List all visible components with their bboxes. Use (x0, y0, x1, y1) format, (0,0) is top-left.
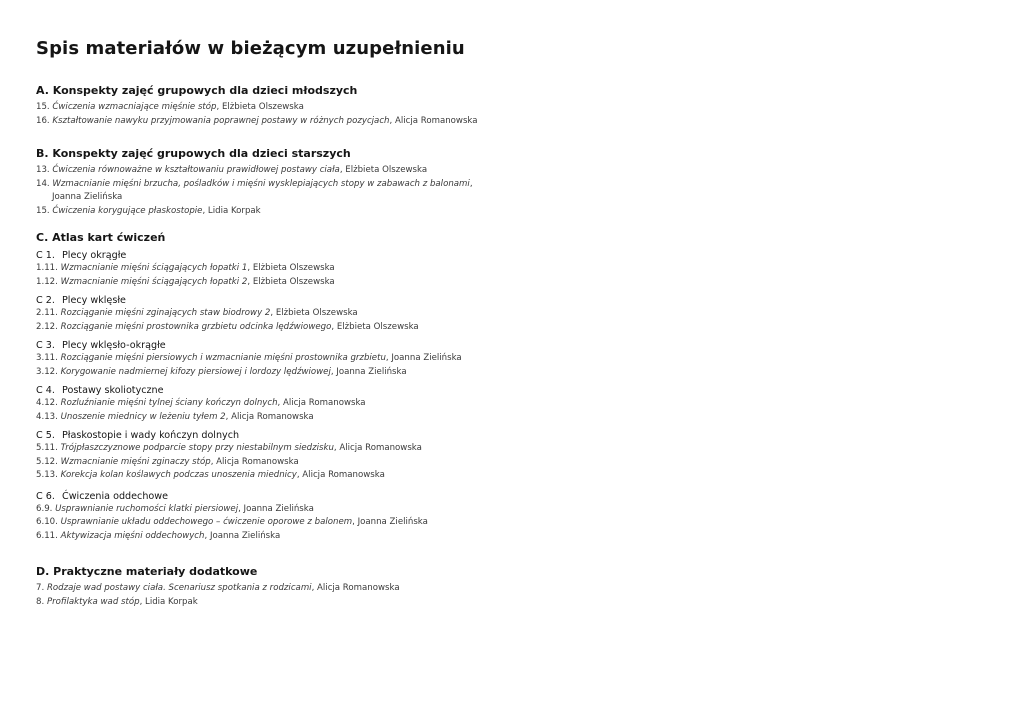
section-d (36, 565, 400, 609)
section-b (36, 147, 473, 218)
item-author: , Elżbieta Olszewska (270, 308, 358, 318)
list-item (36, 205, 473, 219)
item-number: 3.12. (36, 366, 58, 377)
section-title: Atlas kart ćwiczeń (52, 231, 166, 244)
item-title: Trójpłaszczyznowe podparcie stopy przy niestabilnym siedzisku (60, 443, 334, 453)
section-title: Praktyczne materiały dodatkowe (53, 565, 258, 578)
item-number: 2.12. (36, 321, 58, 332)
item-title: Rozciąganie mięśni piersiowych i wzmacnianie mięśni prostownika grzbietu (60, 353, 386, 363)
item-title: Rozciąganie mięśni prostownika grzbietu odcinka lędźwiowego (60, 321, 332, 332)
item-author: Joanna Zielińska (52, 192, 123, 202)
item-author: , Elżbieta Olszewska (247, 276, 335, 287)
page-title: Spis materiałów w bieżącym uzupełnieniu (36, 38, 465, 59)
list-item (36, 164, 473, 178)
item-author: , Alicja Romanowska (277, 398, 366, 408)
list-item (36, 456, 462, 470)
item-author: , Lidia Korpak (139, 596, 198, 607)
subsection-number: C 2. (36, 295, 55, 306)
item-number: 5.11. (36, 443, 58, 453)
item-title: Kształtowanie nawyku przyjmowania poprawnej postawy w różnych pozycjach (52, 115, 390, 126)
item-number: 14. (36, 178, 50, 189)
subsection-title: Płaskostopie i wady kończyn dolnych (62, 430, 240, 441)
item-title: Usprawnianie układu oddechowego – ćwiczenie oporowe z balonem (60, 517, 353, 527)
item-author: , Elżbieta Olszewska (331, 321, 419, 332)
subsection-title: Plecy okrągłe (62, 250, 127, 261)
subsection-number: C 4. (36, 385, 55, 396)
item-author: , Elżbieta Olszewska (339, 165, 428, 175)
item-author: , Alicja Romanowska (225, 411, 314, 422)
list-item (36, 262, 462, 276)
subsection-title: Plecy wklęsłe (62, 295, 126, 306)
subsection-number: C 1. (36, 250, 55, 261)
list-item (36, 115, 478, 129)
item-title: Rodzaje wad postawy ciała. Scenariusz spotkania z rodzicami (46, 583, 312, 593)
section-b-heading (36, 147, 473, 160)
subsection-number: C 6. (36, 490, 55, 502)
item-number: 1.12. (36, 276, 58, 287)
item-title: Wzmacnianie mięśni brzucha, pośladków i mięśni wysklepiających stopy w zabawach z balonami (52, 178, 470, 189)
list-item (36, 469, 462, 483)
subsection-number: C 5. (36, 430, 55, 441)
item-author: , Alicja Romanowska (210, 456, 299, 467)
item-number: 4.13. (36, 411, 58, 422)
item-number: 4.12. (36, 398, 58, 408)
list-item (36, 352, 462, 366)
item-number: 6.11. (36, 530, 58, 541)
item-number: 15. (36, 205, 50, 216)
section-c (36, 231, 462, 543)
item-title: Profilaktyka wad stóp (46, 596, 140, 607)
section-letter: D. (36, 565, 50, 578)
item-title: Wzmacnianie mięśni ściągających łopatki 1 (60, 263, 248, 273)
item-title: Wzmacnianie mięśni zginaczy stóp (60, 456, 211, 467)
item-number: 2.11. (36, 308, 58, 318)
section-a-heading (36, 84, 478, 97)
item-number: 6.9. (36, 503, 53, 514)
list-item (36, 503, 462, 517)
item-number: 5.12. (36, 456, 58, 467)
item-number: 8. (36, 596, 45, 607)
section-c-heading (36, 231, 462, 244)
item-title: Korekcja kolan koślawych podczas unoszenia miednicy (60, 470, 297, 480)
item-number: 6.10. (36, 517, 58, 527)
subsection-title: Plecy wklęsło-okrągłe (62, 340, 166, 351)
subsection-title: Postawy skoliotyczne (62, 385, 164, 396)
list-item (36, 596, 400, 610)
item-title: Ćwiczenia wzmacniające mięśnie stóp (52, 102, 217, 112)
item-title: Korygowanie nadmiernej kifozy piersiowej i lordozy lędźwiowej (60, 366, 331, 377)
item-number: 15. (36, 102, 50, 112)
item-author: , Joanna Zielińska (238, 503, 314, 514)
list-item (36, 366, 462, 380)
item-author: , Elżbieta Olszewska (216, 102, 304, 112)
list-item (36, 307, 462, 321)
subsection-title: Ćwiczenia oddechowe (62, 490, 169, 502)
list-item (36, 397, 462, 411)
list-item (36, 411, 462, 425)
item-number: 3.11. (36, 353, 58, 363)
item-number: 7. (36, 583, 45, 593)
subsection-heading (36, 490, 462, 503)
subsection-heading (36, 294, 462, 307)
subsection-heading (36, 384, 462, 397)
list-item-continuation (36, 191, 473, 205)
item-author: , Alicja Romanowska (389, 115, 478, 126)
list-item (36, 178, 473, 192)
section-a (36, 84, 478, 128)
item-title: Rozluźnianie mięśni tylnej ściany kończyn dolnych (60, 398, 278, 408)
item-title: Ćwiczenia równoważne w kształtowaniu prawidłowej postawy ciała (52, 165, 340, 175)
item-title: Aktywizacja mięśni oddechowych (60, 530, 205, 541)
item-title: Unoszenie miednicy w leżeniu tyłem 2 (60, 411, 226, 422)
item-author: , Alicja Romanowska (333, 443, 422, 453)
section-letter: C. (36, 231, 49, 244)
item-title: Rozciąganie mięśni zginających staw biodrowy 2 (60, 308, 271, 318)
section-title: Konspekty zajęć grupowych dla dzieci młodszych (52, 84, 358, 97)
list-item (36, 530, 462, 544)
list-item (36, 321, 462, 335)
item-author: , Alicja Romanowska (296, 470, 385, 480)
item-author: , Lidia Korpak (202, 205, 261, 216)
subsection-heading (36, 429, 462, 442)
item-author: , Joanna Zielińska (385, 353, 462, 363)
list-item (36, 276, 462, 290)
subsection-heading (36, 249, 462, 262)
section-letter: A. (36, 84, 49, 97)
list-item (36, 442, 462, 456)
list-item (36, 516, 462, 530)
list-item (36, 582, 400, 596)
item-author: , Alicja Romanowska (311, 583, 400, 593)
subsection-number: C 3. (36, 340, 55, 351)
item-number: 1.11. (36, 263, 58, 273)
item-author: , Joanna Zielińska (352, 517, 428, 527)
list-item (36, 101, 478, 115)
item-title: Wzmacnianie mięśni ściągających łopatki 2 (60, 276, 248, 287)
item-number: 5.13. (36, 470, 58, 480)
item-author: , Joanna Zielińska (330, 366, 407, 377)
section-d-heading (36, 565, 400, 578)
item-title: Usprawnianie ruchomości klatki piersiowej (55, 503, 239, 514)
item-number: 16. (36, 115, 50, 126)
item-author: , Elżbieta Olszewska (247, 263, 335, 273)
section-title: Konspekty zajęć grupowych dla dzieci starszych (52, 147, 351, 160)
item-number: 13. (36, 165, 50, 175)
item-title: Ćwiczenia korygujące płaskostopie (52, 205, 203, 216)
section-letter: B. (36, 147, 49, 160)
subsection-heading (36, 339, 462, 352)
item-author: , (469, 178, 473, 189)
item-author: , Joanna Zielińska (204, 530, 281, 541)
